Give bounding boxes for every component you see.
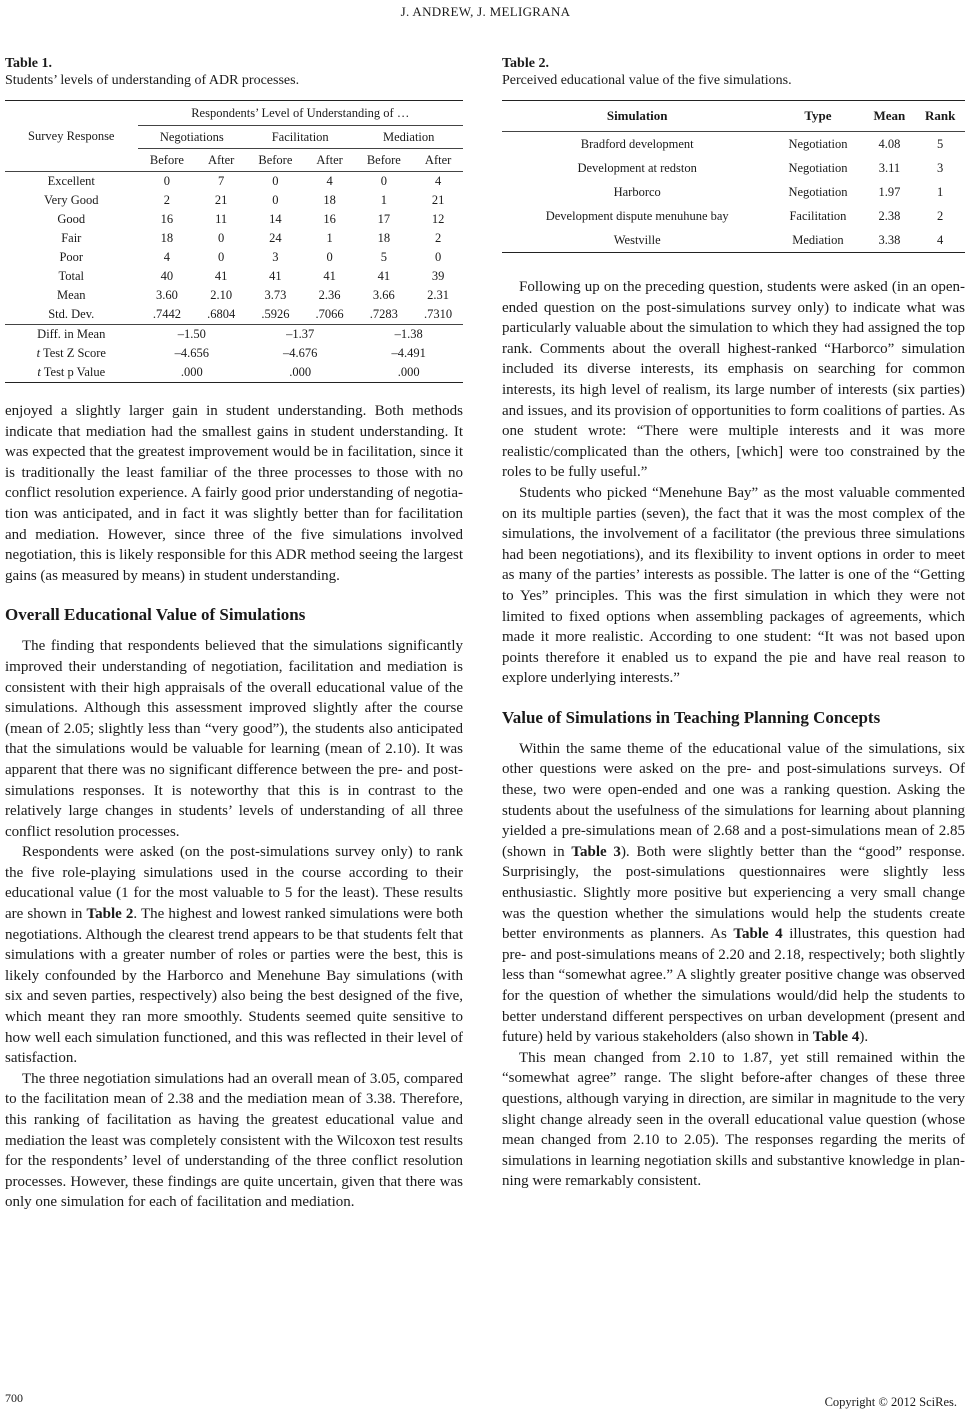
row-label: Std. Dev. — [48, 307, 95, 321]
table1-cell: 14 — [269, 212, 282, 226]
table1-cell: 0 — [218, 231, 225, 245]
table2-caption: Perceived educational value of the five simulations. — [502, 73, 792, 88]
table1-cell: 3 — [272, 250, 279, 264]
table1-cell: 41 — [269, 269, 282, 283]
table2-row — [502, 132, 965, 157]
right-paragraph-3: Within the same theme of the educational value of the simulations, six other questions were asked on the pre- and post-simulations surveys. Of these, two were open-ended and one was a ranking question. Asking the students about the usefulness of the simulations for learning about planning yielded a pre-simulations mean of 2.68 and a post-simulations mean of 2.85 (shown in Table 3). Both were slightly better than the “good” response. Surprisingly, the post-simulations questionnaires were slightly less enthusiastic. Slightly more positive but experiencing a very small change was the question whether the simulations would help the students create better environments as planners. As Table 4 illustrates, this question had pre- and post-simulations means of 2.20 and 2.18, respectively; both slightly less than “somewhat agree.” A slightly greater positive change was observed for the question of whether the simulations would/did help the students to better understand different perspectives on urban development (present and future) held by various stakeholders (also shown in Table 4). — [502, 740, 966, 1046]
table2-cell: Development at redston — [577, 161, 697, 175]
table1-row — [5, 191, 463, 210]
table1-cell: .6804 — [207, 307, 236, 321]
table1-cell: 40 — [160, 269, 174, 283]
table1-cell: 12 — [431, 212, 445, 226]
table2-cell: 1.97 — [878, 185, 901, 199]
table2-cell: Bradford development — [580, 137, 694, 151]
table1-row — [5, 305, 463, 325]
table2-cell: Harborco — [613, 185, 661, 199]
table2-header-type: Type — [772, 101, 863, 132]
table2-cell: 4.08 — [878, 137, 901, 151]
table1-cell: 18 — [160, 231, 174, 245]
table1-cell: 18 — [323, 193, 336, 207]
table2-header-mean: Mean — [864, 101, 916, 132]
page-number: 700 — [5, 1391, 23, 1405]
table2-title: Table 2. — [502, 56, 549, 71]
right-paragraph-1: Following up on the preceding question, students were asked (in an open-ended question on the post-simulations survey only) to indicate what was particularly valuable about the simulation to which they had assigned the top rank. Comments about the overall highest-ranked “Harborco” simulation included its diverse interests, its emphasis on searching for common interests, its high level of realism, its large number of interests (six parties) and issues, and its provision of opportunities to form coalitions of parties. As one student wrote: “There were multiple interests and it was more realistic/complicated than the others, [which] were too constrained by the roles to be fully useful.” — [502, 279, 965, 481]
after-header: After — [196, 149, 246, 172]
after-header: After — [413, 149, 463, 172]
process-negotiations: Negotiations — [138, 126, 246, 149]
table1-cell: 11 — [215, 212, 228, 226]
table1-cell: 1 — [380, 193, 387, 207]
running-header: J. ANDREW, J. MELIGRANA — [400, 4, 571, 19]
table1 — [5, 100, 463, 383]
table1-row — [5, 210, 463, 229]
table2-cell: 2.38 — [878, 209, 901, 223]
table1-cell: 24 — [269, 231, 282, 245]
table2-cell: 3 — [937, 161, 944, 175]
table1-row — [5, 172, 463, 192]
table1-cell: 21 — [214, 193, 228, 207]
italic-t: t — [37, 365, 41, 379]
row-label-text: Diff. in Mean — [37, 327, 106, 341]
table1-diff-row — [5, 363, 463, 383]
table1-cell: .7310 — [424, 307, 453, 321]
table1-cell: 0 — [218, 250, 225, 264]
table2 — [502, 100, 965, 253]
row-label — [5, 344, 138, 363]
table1-cell: 4 — [163, 250, 171, 264]
table2-row — [502, 180, 965, 204]
table1-cell: 2.10 — [210, 288, 233, 302]
table2-cell: Facilitation — [789, 209, 847, 223]
table1-cell: .7066 — [315, 307, 344, 321]
row-label: Very Good — [44, 193, 99, 207]
row-label: Total — [58, 269, 85, 283]
table2-cell: 4 — [915, 228, 965, 253]
table1-diff-cell: –1.50 — [138, 325, 246, 345]
table1-cell: .5926 — [261, 307, 290, 321]
table1-cell: 4 — [326, 174, 333, 188]
right-paragraph-2: Students who picked “Menehune Bay” as the most valuable commented on its multiple parties (seven), the fact that it was the most complex of the simulations, the involvement of a facilitator (the previous three simulations had been negotiations), and its flexibility to invent options in order to meet as many of the parties’ interests as possible. The latter is one of the “Getting to Yes” principles. This was the first simulation in which they were not limited to fixed options when assembling packages of agreements, which made it more realistic. According to one student: “It was not based upon points therefore it enabled us to expand the pie and have real reason to explore underlying interests.” — [502, 484, 965, 687]
table1-cell: 0 — [380, 174, 387, 188]
section-heading-overall-value: Overall Educational Value of Simulations — [5, 605, 306, 625]
italic-t: t — [36, 346, 41, 360]
table1-title: Table 1. — [5, 56, 52, 71]
table2-cell: Westville — [502, 228, 772, 253]
table1-cell: 5 — [380, 250, 387, 264]
table1-cell: 0 — [326, 250, 333, 264]
table2-cell: 3.38 — [864, 228, 916, 253]
table1-cell: 0 — [272, 174, 279, 188]
table2-cell: 5 — [937, 137, 944, 151]
left-paragraph-2: The finding that respondents believed that the simulations significantly improved their understanding of negotiation, facilitation and mediation is consistent with their high appraisals of the overall educational value of the simulations. Although this assessment improved slightly after the course (mean of 2.05; slightly less than “very good”), the students also anticipated that the simulations would be valuable for learning (mean of 2.10). It was apparent that there was no significant difference between the pre- and post-simulations responses. It is noteworthy that this is in contrast to the relatively large changes in students’ levels of understanding of all three conflict resolution processes. — [5, 638, 463, 840]
table2-row — [502, 204, 965, 228]
table2-cell: Negotiation — [788, 137, 848, 151]
table1-diff-cell: –1.38 — [354, 325, 463, 345]
table2-cell: 3.11 — [878, 161, 901, 175]
table1-diff-row — [5, 325, 463, 345]
table1-row — [5, 229, 463, 248]
table1-row — [5, 286, 463, 305]
before-header: Before — [138, 149, 197, 172]
table2-cell: 1 — [937, 185, 944, 199]
table1-diff-cell: .000 — [354, 363, 463, 383]
table1-cell: 39 — [431, 269, 445, 283]
before-header: Before — [246, 149, 305, 172]
row-label-text: Test Z Score — [40, 346, 106, 360]
table1-cell: 0 — [272, 193, 279, 207]
table1-cell: 2 — [163, 193, 171, 207]
table4-reference: Table 4 — [733, 926, 783, 943]
table1-cell: 0 — [163, 174, 171, 188]
table1-cell: 2 — [434, 231, 442, 245]
table1-cell: 21 — [431, 193, 445, 207]
table2-cell: Negotiation — [788, 161, 848, 175]
copyright-notice: Copyright © 2012 SciRes. — [824, 1395, 957, 1409]
table1-diff-cell: –4.676 — [283, 346, 318, 360]
table1-cell: 2.31 — [427, 288, 450, 302]
table1-cell: 41 — [214, 269, 228, 283]
row-label: Fair — [61, 231, 82, 245]
table4-reference: Table 4 — [812, 1029, 860, 1046]
right-column — [502, 56, 965, 1192]
table2-row — [502, 228, 965, 253]
table1-diff-row — [5, 344, 463, 363]
table2-header-simulation: Simulation — [502, 101, 772, 132]
table1-cell: 41 — [377, 269, 391, 283]
table2-row — [502, 156, 965, 180]
table1-cell: 7 — [218, 174, 225, 188]
left-paragraph-3: Respondents were asked (on the post-simulations survey only) to rank the five role-playing simulations used in the course according to their educational value (1 for the most valuable to 5 for the least). These results are shown in Table 2. The highest and lowest ranked simulations were both negotiations. Although the clearest trend appears to be that students felt that simulations with a greater number of roles or parties were the best, this is likely confounded by the Harborco and Menehune Bay simulations (with six and seven parties, respectively) also being the best designed of the five, which meant they ran more smoothly. Students seemed quite sensitive to how well each simulation functioned, and this was reflected in their level of satisfaction. — [5, 844, 463, 1067]
row-label — [5, 325, 138, 345]
table1-diff-cell: .000 — [138, 363, 246, 383]
process-mediation: Mediation — [354, 126, 463, 149]
table2-reference: Table 2 — [86, 906, 134, 923]
row-label: Mean — [57, 288, 86, 302]
table1-diff-cell: –4.491 — [391, 346, 426, 360]
row-label — [5, 363, 138, 383]
group-header: Respondents’ Level of Understanding of … — [138, 101, 463, 126]
table1-row — [5, 267, 463, 286]
row-label: Good — [57, 212, 86, 226]
row-label: Poor — [59, 250, 84, 264]
table2-cell: Development dispute menuhune bay — [545, 209, 729, 223]
section-heading-planning-concepts: Value of Simulations in Teaching Planning Concepts — [502, 707, 881, 727]
table1-diff-cell: .000 — [246, 363, 354, 383]
table1-cell: 0 — [434, 250, 442, 264]
table1-diff-cell: –4.656 — [174, 346, 209, 360]
left-paragraph-4: The three negotiation simulations had an overall mean of 3.05, compared to the facilitation mean of 2.38 and the mediation mean of 3.38. Therefore, this ranking of facilitation as having the greatest educational value and mediation the least was completely consistent with the Wilcoxon test results for the respondents’ level of understanding of the three conflict resolution processes. However, these findings are quite uncertain, given that there was only one simulation for each of facilitation and mediation. — [5, 1070, 463, 1211]
table2-cell: 2 — [937, 209, 944, 223]
left-paragraph-1: enjoyed a slightly larger gain in student understanding. Both methods indicate that mediation had the smallest gains in student understanding. It was expected that the greatest improvement would be in facilitation, since it is traditionally the least familiar of the three processes to those with no conflict resolution experience. A fairly good prior understanding of negotiation was anticipated, and in fact it was slightly better than for facilitation and mediation. However, since three of the five simulations involved negotiation, this is likely responsible for this ADR method seeing the largest gains (as measured by means) in student understanding. — [5, 403, 463, 584]
table1-cell: .7283 — [369, 307, 398, 321]
before-header: Before — [354, 149, 413, 172]
table1-cell: 18 — [377, 231, 391, 245]
table1-cell: 3.73 — [264, 288, 287, 302]
table1-caption: Students’ levels of understanding of ADR processes. — [5, 73, 300, 88]
right-paragraph-4: This mean changed from 2.10 to 1.87, yet still remained within the “somewhat agree” range. The slight before-after changes of these three questions, although varying in direction, are similar in magnitude to the very slight change already seen in the overall educational value question (whose mean changed from 2.10 to 2.05). The responses regarding the merits of simulations in learning negotiation skills and substantive knowledge in planning were remarkably consistent. — [502, 1049, 965, 1190]
table1-cell: 41 — [323, 269, 336, 283]
survey-response-header: Survey Response — [5, 101, 138, 172]
table1-cell: 17 — [377, 212, 391, 226]
after-header: After — [305, 149, 355, 172]
table3-reference: Table 3 — [571, 843, 621, 860]
table1-cell: 3.60 — [155, 288, 178, 302]
table1-cell: 16 — [160, 212, 174, 226]
table1-cell: 16 — [323, 212, 336, 226]
table1-diff-cell: –1.37 — [246, 325, 354, 345]
table1-cell: 4 — [434, 174, 442, 188]
table2-header-rank: Rank — [915, 101, 965, 132]
table1-cell: 3.66 — [372, 288, 395, 302]
table2-cell: Mediation — [772, 228, 863, 253]
process-facilitation: Facilitation — [246, 126, 354, 149]
table1-cell: 1 — [326, 231, 333, 245]
row-label: Excellent — [47, 174, 95, 188]
table2-cell: Negotiation — [788, 185, 848, 199]
table1-cell: .7442 — [152, 307, 181, 321]
row-label-text: Test p Value — [40, 365, 106, 379]
table1-cell: 2.36 — [318, 288, 341, 302]
left-column — [5, 56, 463, 1213]
table1-row — [5, 248, 463, 267]
